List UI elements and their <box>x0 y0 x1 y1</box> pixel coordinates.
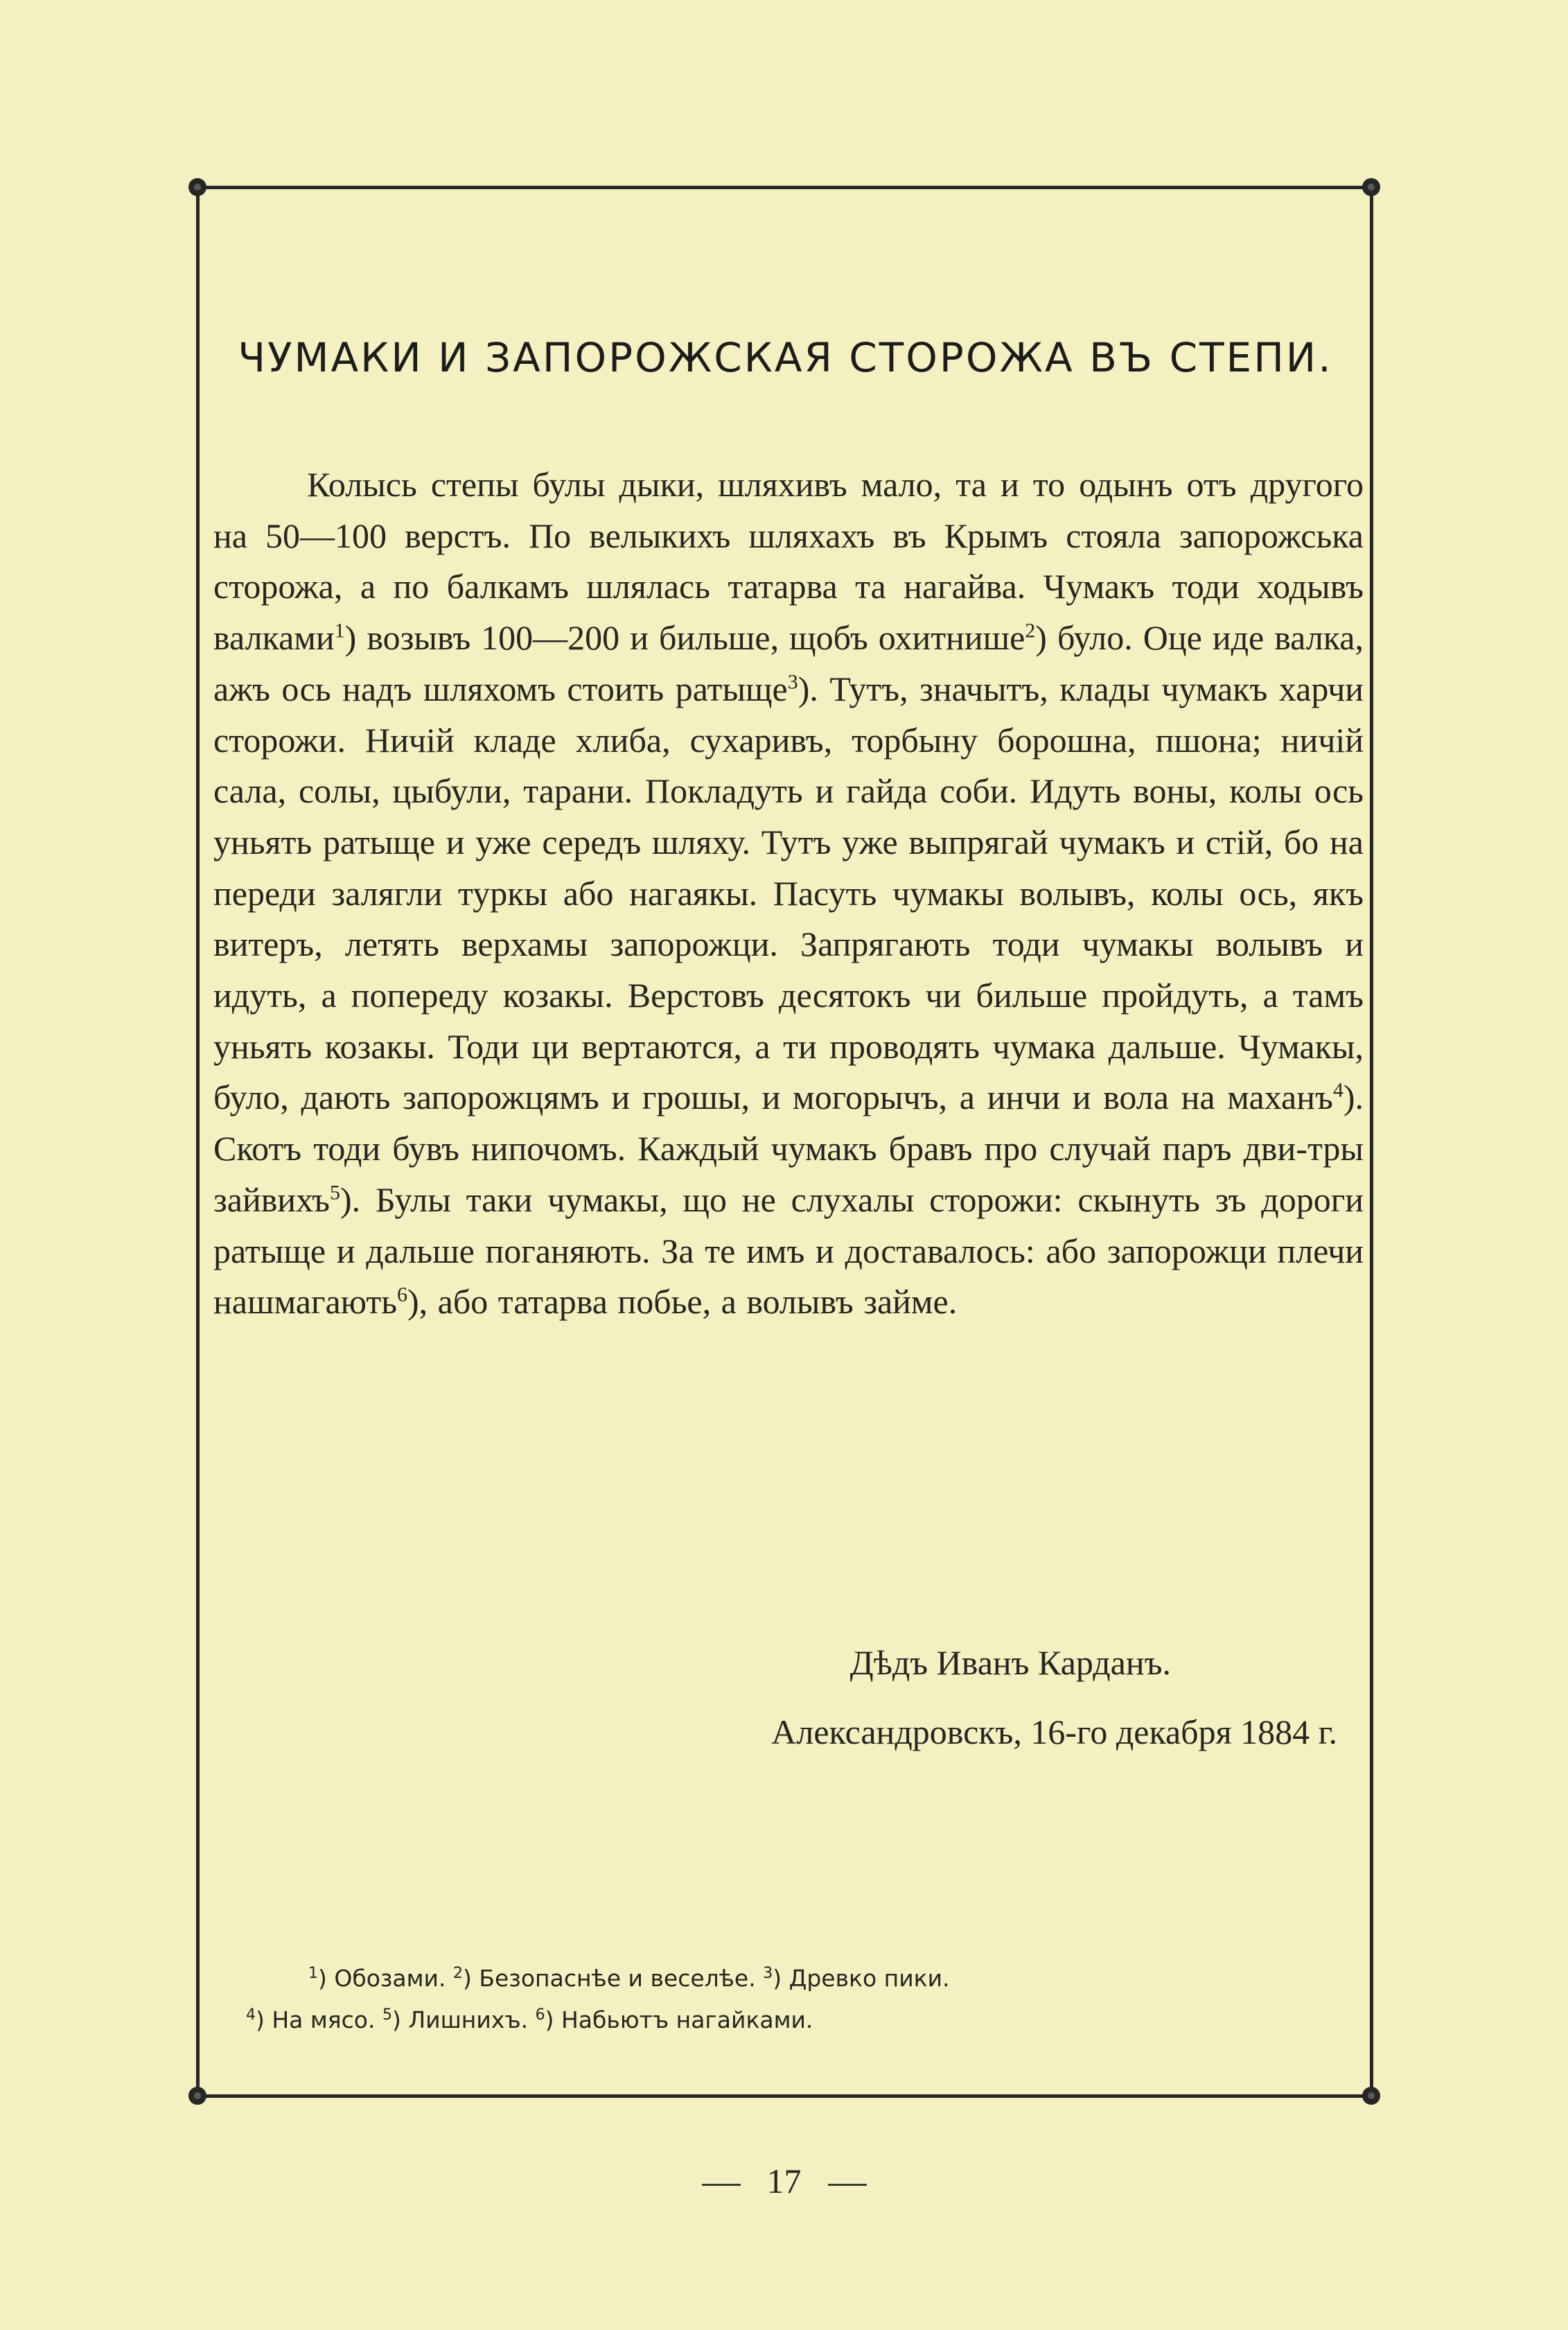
page-number-value: 17 <box>766 2162 802 2200</box>
footnote-mark: 4 <box>246 2006 256 2024</box>
footnote-line <box>308 1965 950 1992</box>
footnote-mark: 1 <box>334 619 345 642</box>
footnote-mark: 5 <box>382 2006 392 2024</box>
frame-corner-ornament <box>188 178 206 196</box>
body-text-segment: ) було. Оце иде валка, ажъ ось надъ шляхомъ стоить ратыще <box>213 618 1364 708</box>
footnote-mark: 6 <box>397 1283 407 1306</box>
page-title: ЧУМАКИ И ЗАПОРОЖСКАЯ СТОРОЖА ВЪ СТЕПИ. <box>238 334 1333 381</box>
frame-top-border <box>201 186 1373 189</box>
footnote-text: ) На мясо. <box>256 2006 382 2033</box>
page-number-dash <box>828 2184 867 2186</box>
footnote-mark: 3 <box>763 1965 773 1982</box>
body-text-segment: ) возывъ 100—200 и бильше, щобъ охитнише <box>344 618 1025 658</box>
frame-left-border <box>196 186 200 2098</box>
footnote-mark: 2 <box>1025 619 1036 642</box>
page-number-dash <box>702 2184 741 2186</box>
body-text-segment: ). Скотъ тоди бувъ нипочомъ. Каждый чумакъ бравъ про случай паръ дви-тры зайвихъ <box>213 1078 1364 1219</box>
frame-corner-ornament <box>188 2087 206 2105</box>
body-text-segment: Колысь степы булы дыки, шляхивъ мало, та и то одынъ отъ другого на 50—100 верстъ. По велыкихъ шляхахъ въ Крымъ стояла запорожська сторожа, а по балкамъ шлялась татарва та нагайва. Чумакъ тоди ходывъ валками <box>213 465 1364 658</box>
frame-corner-ornament <box>1362 178 1380 196</box>
footnote-line <box>246 2006 813 2033</box>
body-text-segment: ). Булы таки чумакы, що не слухалы сторожи: скынуть зъ дороги ратыще и дальше поганяють. За те имъ и доставалось: або запорожци плечи нашмагають <box>213 1180 1364 1322</box>
footnote-mark: 5 <box>330 1181 341 1205</box>
footnote-text: ) Обозами. <box>318 1965 453 1992</box>
footnote-mark: 3 <box>787 670 798 694</box>
frame-corner-ornament <box>1362 2087 1380 2105</box>
footnote-mark: 2 <box>452 1965 463 1982</box>
body-text-segment: ), або татарва побье, а волывъ займе. <box>407 1282 958 1322</box>
footnote-mark: 4 <box>1332 1078 1344 1102</box>
footnote-text: ) Древко пики. <box>773 1965 950 1992</box>
author-signature: Дѣдъ Иванъ Карданъ. <box>849 1643 1171 1682</box>
frame-right-border <box>1370 186 1373 2098</box>
frame-bottom-border <box>201 2094 1373 2098</box>
page-number <box>0 2161 1568 2201</box>
body-paragraph <box>213 459 1364 1328</box>
body-text-segment: ). Тутъ, значытъ, клады чумакъ харчи сторожи. Ничій кладе хлиба, сухаривъ, торбыну борошна, пшона; ничій сала, солы, цыбули, тарани. Покладуть и гайда соби. Идуть воны, колы ось уньять ратыще и уже середъ шляху. Тутъ уже выпрягай чумакъ и стій, бо на переди залягли туркы або нагаякы. Пасуть чумакы волывъ, колы ось, якъ витеръ, летять верхамы запорожци. Запрягають тоди чумакы волывъ и идуть, а попереду козакы. Верстовъ десятокъ чи бильше пройдуть, а тамъ уньять козакы. Тоди ци вертаются, а ти проводять чумака дальше. Чумакы, було, дають запорожцямъ и грошы, и могорычъ, а инчи и вола на маханъ <box>213 669 1364 1117</box>
footnote-mark: 1 <box>308 1965 318 1982</box>
footnote-text: ) Набьютъ нагайками. <box>545 2006 813 2033</box>
place-and-date: Александровскъ, 16-го декабря 1884 г. <box>771 1713 1337 1751</box>
footnote-text: ) Безопаснѣе и веселѣе. <box>462 1965 764 1992</box>
footnote-mark: 6 <box>535 2006 545 2024</box>
footnote-text: ) Лишнихъ. <box>391 2006 536 2033</box>
